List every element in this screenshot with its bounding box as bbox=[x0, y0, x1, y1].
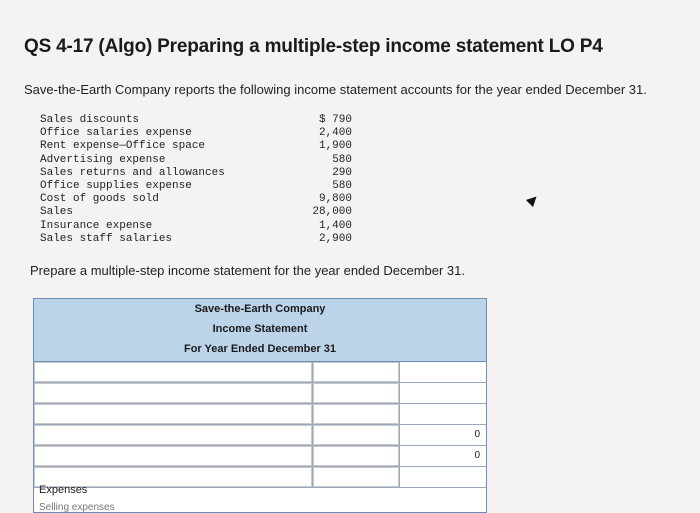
account-row bbox=[40, 114, 352, 127]
accounts-list bbox=[40, 114, 352, 246]
statement-header bbox=[34, 299, 486, 362]
account-amount: 580 bbox=[332, 153, 352, 166]
statement-name: Income Statement bbox=[212, 323, 308, 335]
account-name: Office supplies expense bbox=[40, 180, 192, 193]
amount-input[interactable] bbox=[313, 446, 400, 466]
amount-input[interactable] bbox=[313, 404, 400, 424]
account-amount: 1,900 bbox=[318, 140, 352, 153]
expenses-label: Expenses bbox=[39, 484, 88, 496]
selling-expenses-label: Selling expenses bbox=[39, 502, 115, 513]
amount-input[interactable] bbox=[313, 425, 400, 445]
account-name: Sales discounts bbox=[40, 114, 140, 126]
account-row bbox=[40, 206, 352, 219]
account-input[interactable] bbox=[34, 446, 313, 466]
account-amount: 9,800 bbox=[318, 193, 352, 206]
account-name: Cost of goods sold bbox=[40, 193, 159, 206]
mouse-cursor-icon bbox=[526, 193, 540, 207]
account-input[interactable] bbox=[34, 383, 313, 403]
total-cell: 0 bbox=[400, 425, 486, 445]
account-row bbox=[40, 140, 352, 153]
company-name: Save-the-Earth Company bbox=[194, 303, 326, 315]
total-cell[interactable] bbox=[400, 362, 486, 382]
account-row bbox=[40, 167, 352, 180]
account-amount: 580 bbox=[332, 180, 352, 193]
account-name: Sales bbox=[40, 206, 74, 219]
account-input[interactable] bbox=[34, 404, 313, 424]
account-amount: 2,900 bbox=[318, 232, 352, 245]
intro-text: Save-the-Earth Company reports the following income statement accounts for the year ended December 31. bbox=[24, 82, 647, 97]
account-amount: 2,400 bbox=[318, 127, 352, 140]
account-name: Insurance expense bbox=[40, 219, 153, 232]
account-name: Advertising expense bbox=[40, 153, 166, 166]
page-title: QS 4-17 (Algo) Preparing a multiple-step income statement LO P4 bbox=[24, 36, 603, 57]
account-row bbox=[40, 154, 352, 167]
account-name: Rent expense—Office space bbox=[40, 140, 206, 153]
total-cell[interactable] bbox=[400, 383, 486, 403]
table-row bbox=[34, 383, 486, 404]
account-amount: 28,000 bbox=[312, 206, 352, 219]
table-row bbox=[34, 404, 486, 425]
total-cell[interactable] bbox=[400, 404, 486, 424]
amount-input[interactable] bbox=[313, 362, 400, 382]
account-amount: 290 bbox=[332, 166, 352, 179]
amount-input[interactable] bbox=[313, 383, 400, 403]
total-cell: 0 bbox=[400, 446, 486, 466]
table-row bbox=[34, 446, 486, 467]
table-row bbox=[34, 467, 486, 488]
account-row bbox=[40, 220, 352, 233]
table-row bbox=[34, 362, 486, 383]
instructions: Prepare a multiple-step income statement for the year ended December 31. bbox=[30, 263, 466, 278]
account-name: Sales returns and allowances bbox=[40, 166, 225, 179]
total-cell[interactable] bbox=[400, 467, 486, 487]
income-statement-form bbox=[33, 298, 487, 513]
account-amount: 1,400 bbox=[318, 219, 352, 232]
amount-input[interactable] bbox=[313, 467, 400, 487]
account-row bbox=[40, 127, 352, 140]
account-input[interactable] bbox=[34, 362, 313, 382]
account-name: Office salaries expense bbox=[40, 127, 192, 140]
table-row bbox=[34, 425, 486, 446]
account-name: Sales staff salaries bbox=[40, 232, 173, 245]
account-row bbox=[40, 193, 352, 206]
account-row bbox=[40, 233, 352, 246]
account-amount: $ 790 bbox=[318, 114, 352, 126]
account-row bbox=[40, 180, 352, 193]
account-input[interactable] bbox=[34, 425, 313, 445]
statement-period: For Year Ended December 31 bbox=[183, 343, 337, 355]
